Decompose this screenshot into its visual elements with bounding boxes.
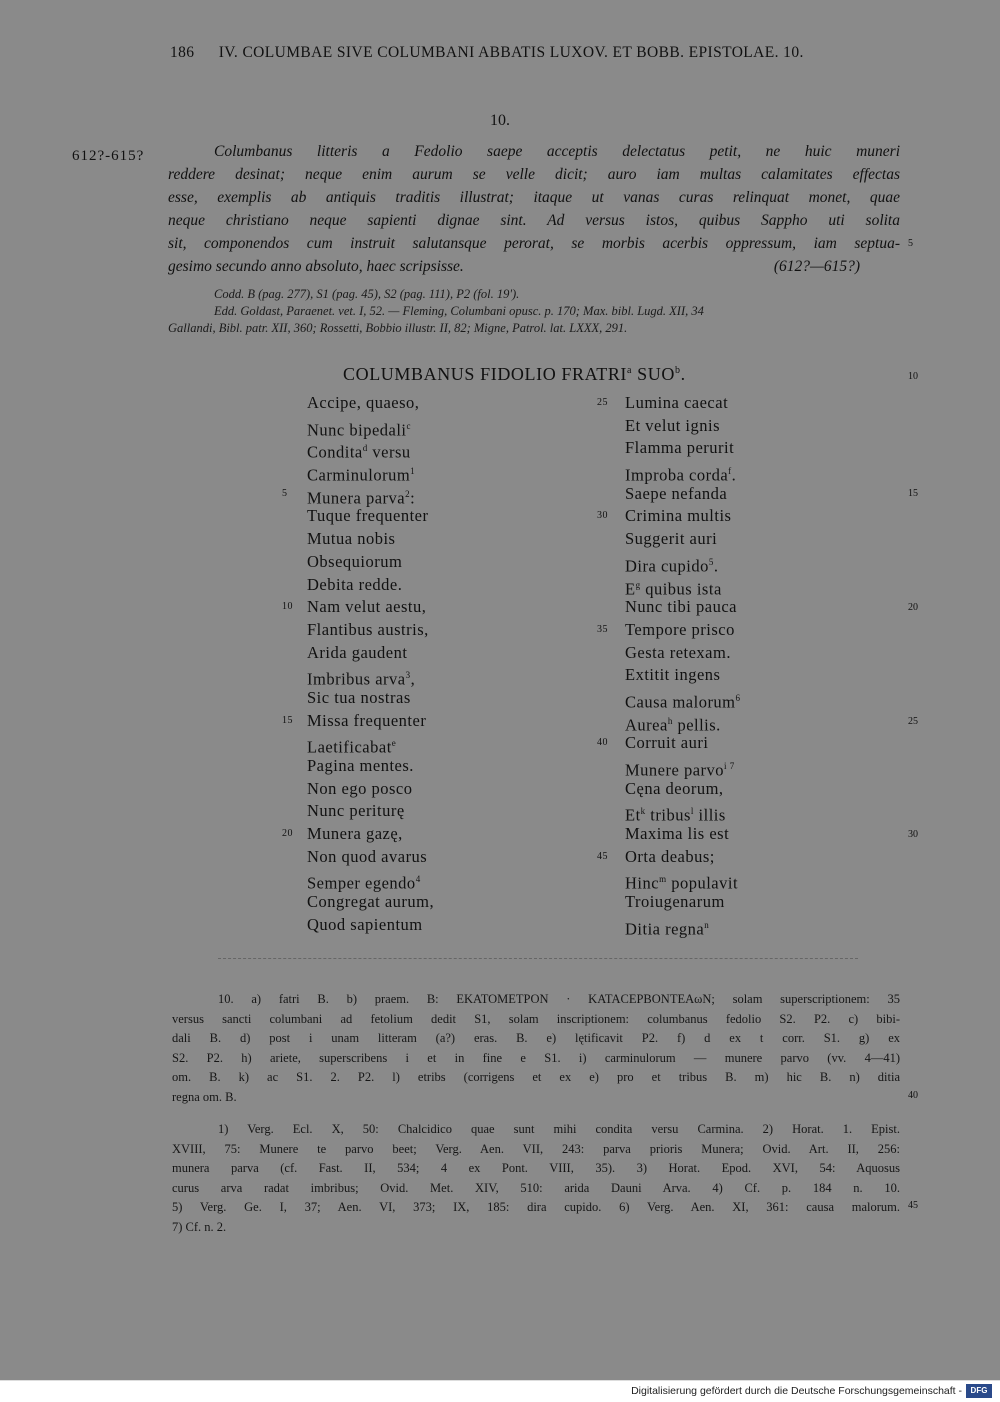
- summary-line: neque christiano neque sapienti dignae sint. Ad versus istos, quibus Sappho uti solita: [168, 212, 900, 229]
- margin-line-number: 25: [908, 716, 918, 727]
- verse-text: Dira cupido: [625, 556, 709, 576]
- footnote-marker: 1: [410, 466, 416, 477]
- note-line: 10. a) fatri B. b) praem. B: EKATOMETPON · KATACEPBONTEAωN; solam superscriptionem: 35: [218, 992, 900, 1006]
- verse-text: Aurea: [625, 715, 668, 735]
- verse-text: Munera gazę,: [307, 824, 403, 844]
- reference-line: XVIII, 75: Munere te parvo beet; Verg. Aen. VII, 243: parva prioris Munera; Ovid. Art. II, 256:: [172, 1141, 900, 1156]
- verse-text-rest: ,: [410, 669, 416, 689]
- verse-text-rest: populavit: [666, 873, 739, 893]
- verse-text-rest: quibus ista: [640, 579, 722, 598]
- verse-text: Tempore prisco: [625, 619, 735, 639]
- footnote-marker: c: [406, 420, 412, 431]
- footnote-marker: k: [640, 806, 646, 817]
- note-line: versus sancti columbani ad fetolium dedit S1, solam inscriptionem: columbanus fedolio S2. P2. c) bibi-: [172, 1011, 900, 1026]
- verse-line: [625, 483, 741, 506]
- verse-text: Gesta retexam.: [625, 642, 731, 662]
- verse-text: Laetificabat: [307, 737, 392, 757]
- summary-line: gesimo secundo anno absoluto, haec scripsisse. (612?—615?): [168, 255, 900, 278]
- note-line: dali B. d) post i unam litteram (a?) eras. B. e) lętificavit P2. f) d ex t corr. S1. g) ex: [172, 1031, 900, 1045]
- reference-line: 5) Verg. Ge. I, 37; Aen. VI, 373; IX, 185: dira cupido. 6) Verg. Aen. XI, 361: causa malorum.: [172, 1200, 900, 1214]
- verse-line: [307, 891, 434, 914]
- verse-text: Condita: [307, 442, 363, 462]
- verse-text-rest: pellis.: [672, 715, 721, 735]
- verse-line: [625, 755, 741, 778]
- verse-line: [282, 483, 434, 508]
- reference-line: munera parva (cf. Fast. II, 534; 4 ex Pont. VIII, 35). 3) Horat. Epod. XVI, 54: Aquosus: [172, 1161, 900, 1175]
- verse-text: Tuque frequenter: [307, 506, 429, 526]
- reference-line: 1) Verg. Ecl. X, 50: Chalcidico quae sunt mihi condita versu Carmina. 2) Horat. 1. Epist.: [218, 1122, 900, 1136]
- page-number: 186: [170, 44, 195, 61]
- verse-line: [625, 551, 741, 574]
- verse-line: [597, 619, 741, 642]
- verse-text: E: [625, 579, 636, 598]
- verse-text: Non ego posco: [307, 778, 413, 798]
- verse-line: [625, 642, 741, 665]
- verse-text: Nam velut aestu,: [307, 597, 427, 617]
- footnote-marker: 5: [708, 556, 714, 567]
- verse-text: Troiugenarum: [625, 892, 725, 912]
- verse-text: Nunc periturę: [307, 801, 405, 821]
- verse-text-rest: :: [410, 488, 416, 508]
- verse-text: Quod sapientum: [307, 914, 423, 934]
- verse-line: [597, 505, 741, 528]
- verse-line: [625, 778, 741, 801]
- verse-text: Obsequiorum: [307, 551, 403, 571]
- footnote-marker: d: [362, 443, 368, 454]
- source-references: [172, 1120, 900, 1237]
- footnote-marker: l: [690, 806, 694, 817]
- margin-line-number: 30: [908, 829, 918, 840]
- verse-text: Munera parva: [307, 488, 406, 508]
- note-line: S2. P2. h) ariete, superscribens i et in fine e S1. i) carminulorum — munere parvo (vv. 4—41): [172, 1050, 900, 1065]
- verse-text-rest: illis: [693, 805, 726, 825]
- letter-summary: [168, 140, 900, 278]
- dfg-footer: [0, 1380, 1000, 1402]
- verse-text-rest: .: [731, 465, 737, 485]
- verse-line: [597, 732, 741, 755]
- summary-line: Columbanus litteris a Fedolio saepe acceptis delectatus petit, ne huic muneri: [214, 143, 900, 160]
- verse-line: [625, 710, 741, 733]
- verse-text-rest: .: [713, 556, 719, 576]
- margin-line-number: 10: [908, 371, 918, 382]
- margin-line-number: 45: [908, 1200, 918, 1211]
- verse-line: [307, 868, 434, 891]
- verse-line: [625, 823, 741, 846]
- verse-line: [282, 823, 434, 846]
- verse-line: [307, 664, 434, 687]
- note-line: regna om. B.: [172, 1089, 237, 1104]
- verse-text: Et velut ignis: [625, 415, 720, 435]
- verse-text: Cęna deorum,: [625, 778, 724, 798]
- editions-line-cont: Gallandi, Bibl. patr. XII, 360; Rossetti, Bobbio illustr. II, 82; Migne, Patrol. lat. LXXX, 291.: [168, 321, 628, 335]
- verse-text: Lumina caecat: [625, 393, 729, 412]
- verse-text: Mutua nobis: [307, 529, 396, 549]
- reference-line: 7) Cf. n. 2.: [172, 1219, 227, 1234]
- verse-text: Ditia regna: [625, 919, 705, 939]
- verse-text: Sic tua nostras: [307, 687, 411, 707]
- verse-column-left: [282, 392, 435, 937]
- verse-line: [307, 800, 434, 823]
- verse-line: [625, 528, 741, 551]
- verse-number: 25: [597, 397, 608, 408]
- verse-line: [307, 687, 434, 710]
- verse-line: [307, 732, 434, 755]
- verse-text: Carminulorum: [307, 465, 411, 485]
- running-title: IV. COLUMBAE SIVE COLUMBANI ABBATIS LUXOV. ET BOBB. EPISTOLAE. 10.: [218, 44, 804, 61]
- verse-text: Extitit ingens: [625, 665, 721, 685]
- footnote-marker: 2: [405, 488, 411, 499]
- verse-line: [625, 574, 741, 597]
- verse-text: Imbribus arva: [307, 669, 406, 689]
- verse-line: [625, 914, 741, 937]
- verse-line: [307, 642, 434, 665]
- footnote-marker: m: [659, 874, 667, 885]
- verse-line: [307, 505, 434, 528]
- footnote-marker: g: [635, 579, 641, 590]
- verse-line: [625, 415, 741, 438]
- verse-text-rest: tribus: [645, 805, 691, 825]
- verse-line: [625, 800, 741, 823]
- margin-line-number: 15: [908, 488, 918, 499]
- summary-line: sit, componendos cum instruit salutansque perorat, se morbis acerbis oppressum, iam septua-: [168, 235, 900, 252]
- verse-text: Non quod avarus: [307, 846, 428, 866]
- verse-line: [307, 755, 434, 778]
- footnote-marker: h: [667, 715, 673, 726]
- summary-date: (612?—615?): [773, 258, 860, 275]
- verse-line: [625, 891, 741, 914]
- poem-title: COLUMBANUS FIDOLIO FRATRI$^a$ SUO$^b$.: [343, 364, 686, 384]
- verse-text: Semper egendo: [307, 873, 416, 893]
- footnote-marker: i 7: [724, 761, 735, 771]
- footnote-divider: [218, 958, 858, 960]
- footnote-marker: 3: [405, 670, 411, 681]
- verse-text: Corruit auri: [625, 733, 709, 753]
- verse-line: [625, 437, 741, 460]
- verse-line: [625, 596, 741, 619]
- verse-number: 35: [597, 623, 608, 635]
- verse-text: Crimina multis: [625, 506, 732, 526]
- margin-line-number: 40: [908, 1090, 918, 1101]
- margin-line-number: 20: [908, 602, 918, 613]
- verse-text: Improba corda: [625, 465, 729, 485]
- verse-text: Congregat aurum,: [307, 892, 435, 912]
- verse-text: Et: [625, 805, 641, 825]
- verse-line: [307, 778, 434, 801]
- verse-text: Saepe nefanda: [625, 483, 728, 503]
- verse-text: Pagina mentes.: [307, 756, 414, 775]
- footnote-marker: n: [704, 919, 710, 930]
- verse-number: 30: [597, 510, 608, 522]
- footnote-marker: 4: [415, 874, 421, 885]
- verse-number: 40: [597, 737, 608, 749]
- footnote-marker: 6: [735, 692, 741, 703]
- date-margin: 612?-615?: [72, 148, 145, 164]
- codices-line: Codd. B (pag. 277), S1 (pag. 45), S2 (pag. 111), P2 (fol. 19').: [214, 287, 520, 301]
- verse-text: Nunc bipedali: [307, 420, 407, 440]
- editions-line: Edd. Goldast, Paraenet. vet. I, 52. — Fleming, Columbani opusc. p. 170; Max. bibl. Lugd. XII, 34: [214, 304, 704, 318]
- verse-line: [597, 392, 741, 415]
- manuscripts-editions: [168, 286, 900, 337]
- footnote-marker: e: [391, 738, 397, 749]
- verse-line: [307, 460, 434, 483]
- summary-line: reddere desinat; neque enim aurum se velle dicit; auro iam multas calamitates effectas: [168, 166, 900, 183]
- verse-line: [597, 846, 741, 869]
- verse-line: [625, 868, 741, 891]
- verse-text: Hinc: [625, 873, 660, 893]
- verse-line: [307, 392, 434, 415]
- verse-text: Arida gaudent: [307, 642, 408, 662]
- footer-text: Digitalisierung gefördert durch die Deutsche Forschungsgemeinschaft -: [631, 1385, 962, 1397]
- verse-line: [307, 914, 434, 937]
- verse-number: 15: [282, 714, 293, 726]
- verse-number: 45: [597, 850, 608, 862]
- note-line: om. B. k) ac S1. 2. P2. l) etribs (corrigens et ex e) pro et tribus B. m) hic B. n) ditia: [172, 1070, 900, 1084]
- verse-text: Suggerit auri: [625, 529, 718, 549]
- verse-number: 10: [282, 601, 293, 613]
- verse-text-rest: versu: [367, 442, 411, 462]
- margin-line-number: 5: [908, 238, 913, 249]
- summary-line: esse, exemplis ab antiquis traditis illustrat; itaque ut vanas curas relinquat monet, quae: [168, 189, 900, 206]
- running-header: [170, 44, 850, 62]
- verse-column-right: [597, 392, 741, 939]
- verse-number: 20: [282, 828, 293, 840]
- verse-line: [282, 596, 434, 619]
- verse-number: 5: [282, 487, 288, 499]
- reference-line: curus arva radat imbribus; Ovid. Met. XIV, 510: arida Dauni Arva. 4) Cf. p. 184 n. 10.: [172, 1180, 900, 1195]
- verse-line: [307, 437, 434, 460]
- verse-line: [307, 415, 434, 438]
- verse-text: Orta deabus;: [625, 846, 715, 866]
- verse-text: Flamma perurit: [625, 438, 735, 458]
- verse-line: [307, 619, 434, 642]
- verse-text: Maxima lis est: [625, 824, 730, 844]
- verse-text: Accipe, quaeso,: [307, 393, 420, 412]
- verse-line: [625, 664, 741, 687]
- footnote-marker: f: [728, 466, 732, 477]
- critical-apparatus: [172, 990, 900, 1107]
- verse-line: [307, 846, 434, 869]
- verse-text: Debita redde.: [307, 574, 403, 594]
- verse-text: Munere parvo: [625, 760, 725, 780]
- verse-line: [625, 460, 741, 483]
- verse-text: Missa frequenter: [307, 710, 427, 730]
- verse-line: [307, 574, 434, 597]
- verse-text: Causa malorum: [625, 692, 736, 712]
- verse-line: [307, 528, 434, 551]
- dfg-logo: DFG: [966, 1384, 992, 1398]
- verse-line: [282, 710, 434, 733]
- verse-text: Nunc tibi pauca: [625, 597, 737, 617]
- letter-number: 10.: [490, 112, 510, 129]
- verse-text: Flantibus austris,: [307, 619, 429, 639]
- verse-line: [307, 551, 434, 574]
- verse-line: [625, 687, 741, 710]
